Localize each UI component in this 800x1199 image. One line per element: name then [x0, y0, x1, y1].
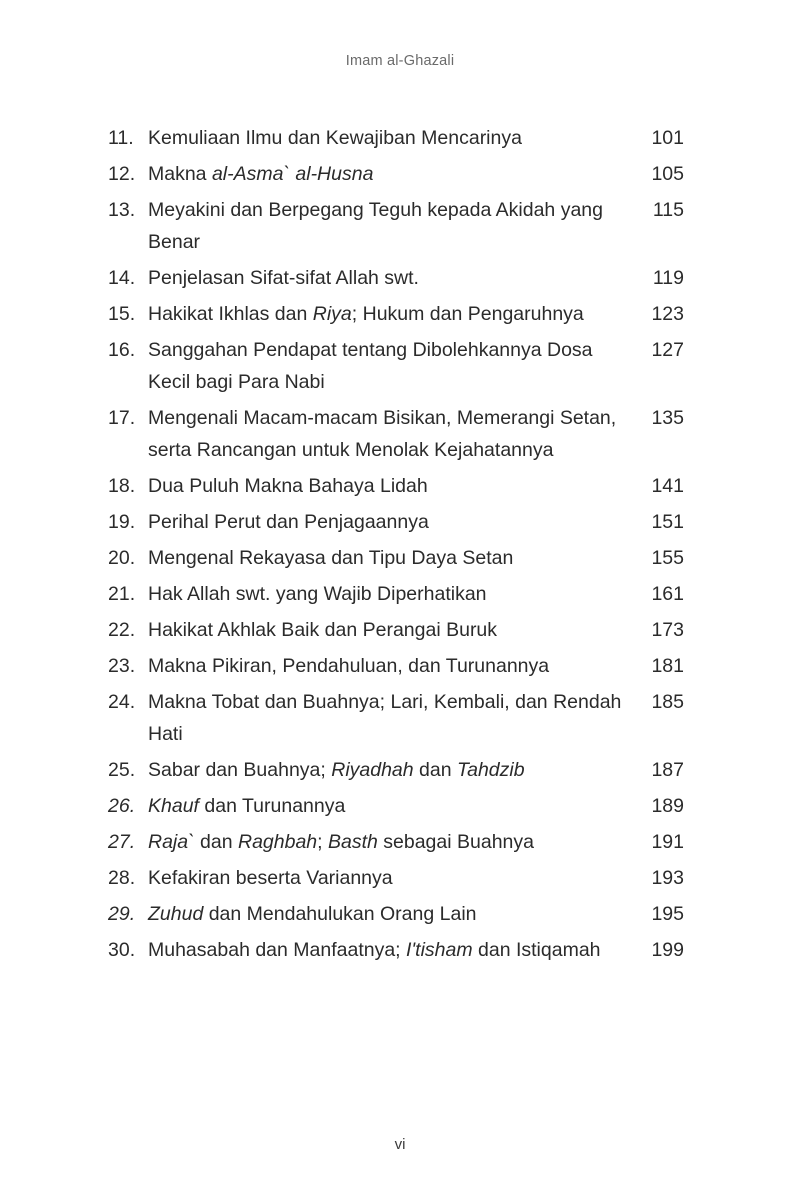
toc-entry-title: 191 Raja` dan Raghbah; Basth sebagai Buahnya	[148, 826, 684, 858]
toc-entry[interactable]	[108, 334, 684, 398]
toc-entry[interactable]	[108, 686, 684, 750]
toc-entry-title: 193 Kefakiran beserta Variannya	[148, 862, 684, 894]
toc-entry[interactable]	[108, 650, 684, 682]
toc-entry-number: 15.	[108, 303, 136, 325]
toc-entry-number: 24.	[108, 691, 136, 713]
toc-entry[interactable]	[108, 826, 684, 858]
toc-entry-number: 18.	[108, 475, 136, 497]
toc-entry-page-number: 195	[651, 903, 684, 925]
toc-entry-number: 25.	[108, 759, 136, 781]
toc-entry-body	[148, 298, 684, 330]
toc-entry-title: 195 Zuhud dan Mendahulukan Orang Lain	[148, 898, 684, 930]
toc-entry-body	[148, 934, 684, 966]
toc-entry[interactable]	[108, 298, 684, 330]
toc-entry-body	[148, 334, 684, 398]
toc-entry-body	[148, 826, 684, 858]
toc-entry-body	[148, 122, 684, 154]
toc-entry-page-number: 115	[652, 199, 684, 221]
toc-entry-number: 28.	[108, 867, 136, 889]
toc-entry-title: 123 Hakikat Ikhlas dan Riya; Hukum dan Pengaruhnya	[148, 298, 684, 330]
toc-entry-number: 27.	[108, 831, 136, 853]
toc-entry-number: 13.	[108, 199, 136, 221]
running-head: Imam al-Ghazali	[345, 53, 455, 69]
toc-entry-body	[148, 542, 684, 574]
toc-entry-title: 189 Khauf dan Turunannya	[148, 790, 684, 822]
toc-entry-body	[148, 262, 684, 294]
toc-entry-page-number: 193	[651, 867, 684, 889]
toc-entry[interactable]	[108, 898, 684, 930]
toc-entry-body	[148, 898, 684, 930]
toc-entry-body	[148, 650, 684, 682]
toc-entry-number: 11.	[108, 127, 134, 149]
toc-entry-title: 119 Penjelasan Sifat-sifat Allah swt.	[148, 262, 684, 294]
toc-entry[interactable]	[108, 262, 684, 294]
page-folio-number: vi	[394, 1136, 406, 1153]
toc-entry-page-number: 123	[651, 303, 684, 325]
toc-entry-page-number: 199	[651, 939, 684, 961]
toc-entry-body	[148, 862, 684, 894]
toc-entry[interactable]	[108, 158, 684, 190]
toc-entry-number: 29.	[108, 903, 136, 925]
toc-entry-body	[148, 790, 684, 822]
toc-entry-page-number: 135	[651, 407, 684, 429]
toc-entry-page-number: 189	[651, 795, 684, 817]
toc-entry-title: 173 Hakikat Akhlak Baik dan Perangai Buruk	[148, 614, 684, 646]
toc-entry-title: 161 Hak Allah swt. yang Wajib Diperhatikan	[148, 578, 684, 610]
toc-entry-title: 185 Makna Tobat dan Buahnya; Lari, Kembali, dan Rendah Hati	[148, 686, 684, 750]
toc-entry[interactable]	[108, 578, 684, 610]
toc-entry[interactable]	[108, 506, 684, 538]
toc-entry-page-number: 127	[651, 339, 684, 361]
toc-entry-number: 20.	[108, 547, 136, 569]
toc-entry-page-number: 181	[651, 655, 684, 677]
toc-entry-number: 17.	[108, 407, 136, 429]
toc-entry[interactable]	[108, 754, 684, 786]
toc-entry-title: 127 Sanggahan Pendapat tentang Dibolehkannya Dosa Kecil bagi Para Nabi	[148, 334, 684, 398]
toc-entry-body	[148, 686, 684, 750]
toc-entry-title: 151 Perihal Perut dan Penjagaannya	[148, 506, 684, 538]
toc-entry[interactable]	[108, 542, 684, 574]
toc-entry-page-number: 141	[651, 475, 684, 497]
toc-entry-page-number: 191	[651, 831, 684, 853]
toc-entry-number: 16.	[108, 339, 136, 361]
toc-entry-page-number: 161	[651, 583, 684, 605]
toc-entry-number: 26.	[108, 795, 136, 817]
toc-entry[interactable]	[108, 862, 684, 894]
toc-entry[interactable]	[108, 402, 684, 466]
toc-entry-page-number: 155	[651, 547, 684, 569]
toc-entry-title: 199 Muhasabah dan Manfaatnya; I'tisham dan Istiqamah	[148, 934, 684, 966]
toc-entry-body	[148, 754, 684, 786]
toc-entry-number: 30.	[108, 939, 136, 961]
toc-entry[interactable]	[108, 122, 684, 154]
toc-entry-body	[148, 158, 684, 190]
toc-entry-page-number: 101	[651, 127, 684, 149]
toc-entry[interactable]	[108, 790, 684, 822]
toc-entry[interactable]	[108, 934, 684, 966]
toc-entry-body	[148, 402, 684, 466]
toc-entry-title: 101 Kemuliaan Ilmu dan Kewajiban Mencarinya	[148, 122, 684, 154]
table-of-contents-list	[108, 122, 684, 970]
toc-entry-title: 105 Makna al-Asma` al-Husna	[148, 158, 684, 190]
toc-entry[interactable]	[108, 470, 684, 502]
toc-entry-number: 12.	[108, 163, 136, 185]
toc-entry-number: 23.	[108, 655, 136, 677]
toc-entry-body	[148, 578, 684, 610]
toc-entry-page-number: 185	[651, 691, 684, 713]
toc-entry-number: 22.	[108, 619, 136, 641]
toc-entry-body	[148, 614, 684, 646]
toc-entry-body	[148, 194, 684, 258]
toc-entry-title: 115 Meyakini dan Berpegang Teguh kepada Akidah yang Benar	[148, 194, 684, 258]
toc-entry-title: 187 Sabar dan Buahnya; Riyadhah dan Tahdzib	[148, 754, 684, 786]
toc-entry-body	[148, 470, 684, 502]
toc-entry-number: 21.	[108, 583, 136, 605]
toc-entry-title: 181 Makna Pikiran, Pendahuluan, dan Turunannya	[148, 650, 684, 682]
toc-entry-number: 19.	[108, 511, 136, 533]
toc-entry-title: 155 Mengenal Rekayasa dan Tipu Daya Setan	[148, 542, 684, 574]
toc-entry-page-number: 173	[651, 619, 684, 641]
toc-entry-page-number: 119	[652, 267, 684, 289]
toc-entry-title: 135 Mengenali Macam-macam Bisikan, Memerangi Setan, serta Rancangan untuk Menolak Kejahatannya	[148, 402, 684, 466]
toc-entry-body	[148, 506, 684, 538]
toc-entry-title: 141 Dua Puluh Makna Bahaya Lidah	[148, 470, 684, 502]
toc-entry-page-number: 187	[651, 759, 684, 781]
toc-entry[interactable]	[108, 614, 684, 646]
toc-entry-page-number: 151	[651, 511, 684, 533]
toc-entry-number: 14.	[108, 267, 136, 289]
toc-entry-page-number: 105	[651, 163, 684, 185]
toc-entry[interactable]	[108, 194, 684, 258]
